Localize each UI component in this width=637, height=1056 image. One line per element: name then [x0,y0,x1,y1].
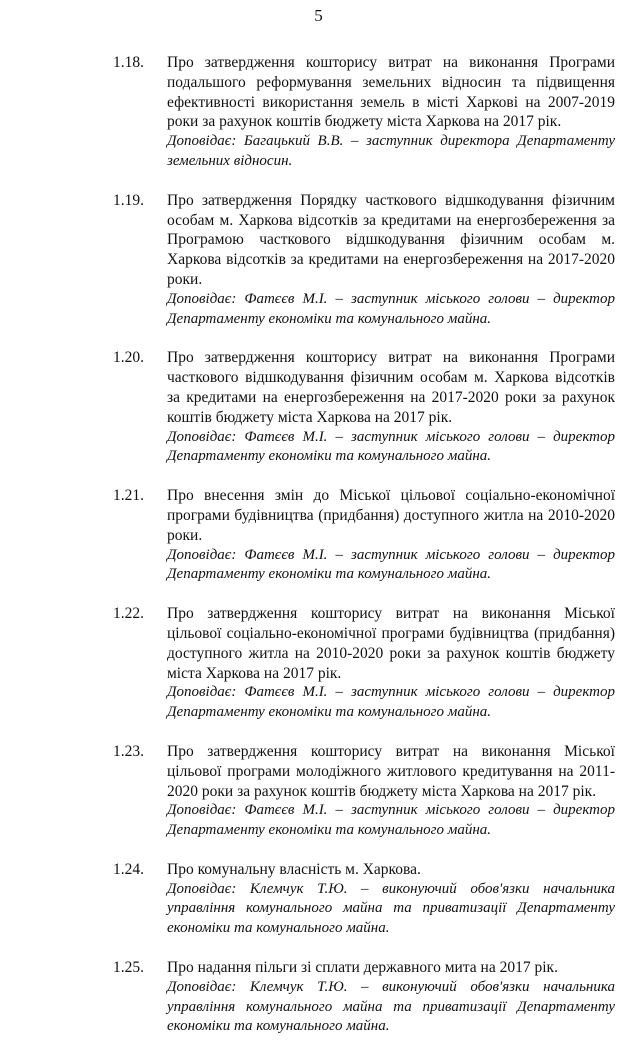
page-number: 5 [314,6,323,25]
item-body [167,958,615,1037]
item-body [167,742,615,841]
item-number: 1.18. [113,54,144,71]
agenda-list [113,53,615,1056]
item-number: 1.19. [113,191,144,209]
item-number: 1.25. [113,959,144,977]
item-title: Про внесення змін до Міської цільової соціально-економічної програми будівництва (придбання) доступного житла на 2010-2020 роки. [167,487,615,544]
item-speaker: Доповідає: Клемчук Т.Ю. – виконуючий обов'язки начальника управління комунального майна та приватизації Департаменту економіки та комунального майна. [167,978,615,1035]
item-speaker: Доповідає: Фатєєв М.І. – заступник міського голови – директор Департаменту економіки та комунального майна. [167,802,615,839]
item-number: 1.24. [113,860,144,878]
item-number: 1.20. [113,349,144,367]
item-body [167,486,615,585]
item-body [167,860,615,939]
item-title: Про надання пільги зі сплати державного мита на 2017 рік. [167,959,558,977]
item-title: Про комунальну власність м. Харкова. [167,860,421,878]
item-title: Про затвердження кошторису витрат на виконання Програми часткового відшкодування фізичним особам м. Харкова відсотків за кредитами на енергозбереження на 2017-2020 роки за рахунок коштів бюджету міста Харкова на 2017 рік. [167,349,615,426]
agenda-item-1-20 [113,348,615,467]
agenda-item-1-25 [113,958,615,1037]
item-speaker: Доповідає: Багацький В.В. – заступник директора Департаменту земельних відносин. [167,133,615,169]
item-speaker: Доповідає: Фатєєв М.І. – заступник міського голови – директор Департаменту економіки та комунального майна. [167,290,615,327]
item-title: Про затвердження кошторису витрат на виконання Міської цільової програми молодіжного житлового кредитування на 2011-2020 роки за рахунок коштів бюджету міста Харкова на 2017 рік. [167,742,615,800]
item-title: Про затвердження кошторису витрат на виконання Міської цільової соціально-економічної програми будівництва (придбання) доступного житла на 2010-2020 роки за рахунок коштів бюджету міста Харкова на 2017 рік. [167,605,615,682]
item-number: 1.21. [113,487,144,505]
item-title: Про затвердження Порядку часткового відшкодування фізичним особам м. Харкова відсотків за кредитами на енергозбереження за Програмою часткового відшкодування фізичним особам м. Харкова відсотків за кредитами на енергозбереження на 2017-2020 роки. [167,191,615,288]
agenda-item-1-23 [113,742,615,841]
item-number: 1.22. [113,605,144,623]
item-body [167,53,615,172]
item-body [167,191,615,330]
item-speaker: Доповідає: Клемчук Т.Ю. – виконуючий обов'язки начальника управління комунального майна та приватизації Департаменту економіки та комунального майна. [167,880,615,937]
item-speaker: Доповідає: Фатєєв М.І. – заступник міського голови – директор Департаменту економіки та комунального майна. [167,546,615,583]
agenda-item-1-21 [113,486,615,585]
item-speaker: Доповідає: Фатєєв М.І. – заступник міського голови – директор Департаменту економіки та комунального майна. [167,684,615,721]
agenda-item-1-18 [113,53,615,172]
item-title: Про затвердження кошторису витрат на виконання Програми подальшого реформування земельних відносин та підвищення ефективності використання земель в місті Харкові на 2007-2019 роки за рахунок коштів бюджету міста Харкова на 2017 рік. [167,54,615,131]
agenda-item-1-22 [113,604,615,723]
agenda-item-1-19 [113,191,615,330]
item-number: 1.23. [113,742,144,760]
item-body [167,348,615,467]
item-speaker: Доповідає: Фатєєв М.І. – заступник міського голови – директор Департаменту економіки та комунального майна. [167,428,615,465]
item-body [167,604,615,723]
agenda-item-1-24 [113,860,615,939]
